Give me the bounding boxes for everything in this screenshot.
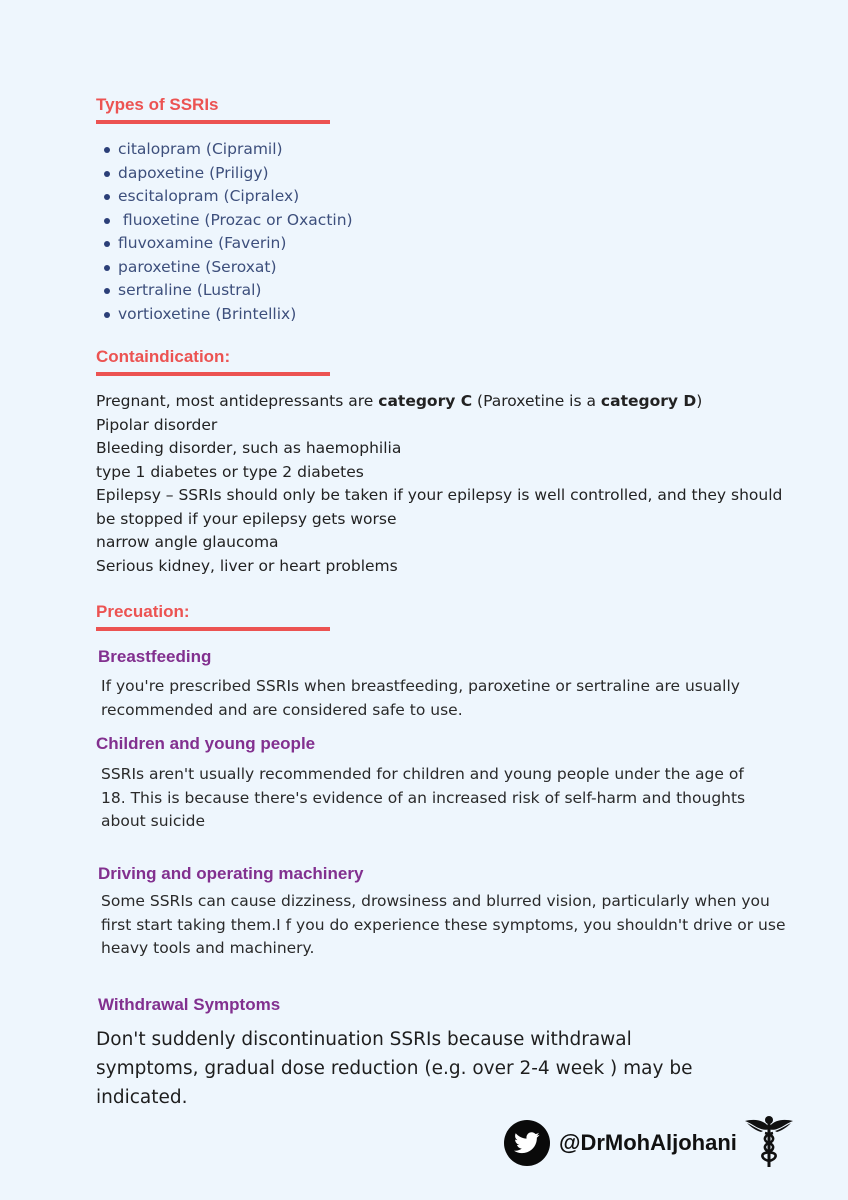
list-item: paroxetine (Seroxat) xyxy=(100,256,353,280)
contraindication-heading: Containdication: xyxy=(96,347,231,366)
precaution-heading-underline xyxy=(96,627,330,631)
caduceus-icon xyxy=(743,1113,795,1173)
children-text: SSRIs aren't usually recommended for children and young people under the age of 18. This is because there's evidence of an increased risk of self-harm and thoughts about suicide xyxy=(101,765,746,830)
driving-text: Some SSRIs can cause dizziness, drowsiness and blurred vision, particularly when you first start taking them.I f you do experience these symptoms, you shouldn't drive or use heavy tools and machinery. xyxy=(101,892,786,957)
breastfeeding-title: Breastfeeding xyxy=(98,647,212,666)
list-item: citalopram (Cipramil) xyxy=(100,138,353,162)
footer-signature xyxy=(504,1115,795,1171)
breastfeeding-text: If you're prescribed SSRIs when breastfeeding, paroxetine or sertraline are usually recommended and are considered safe to use. xyxy=(101,677,740,719)
contraindication-line: Epilepsy – SSRIs should only be taken if your epilepsy is well controlled, and they should be stopped if your epilepsy gets worse xyxy=(96,486,783,528)
contraindication-line: narrow angle glaucoma xyxy=(96,533,279,551)
contraindication-heading-underline xyxy=(96,372,330,376)
list-item: sertraline (Lustral) xyxy=(100,279,353,303)
contraindication-line: Serious kidney, liver or heart problems xyxy=(96,556,398,575)
contraindication-line: type 1 diabetes or type 2 diabetes xyxy=(96,462,364,481)
list-item: fluoxetine (Prozac or Oxactin) xyxy=(100,209,353,233)
twitter-handle: @DrMohAljohani xyxy=(559,1130,737,1155)
contraindication-line: Pipolar disorder xyxy=(96,415,218,434)
list-item: dapoxetine (Priligy) xyxy=(100,162,353,186)
ssri-types-list xyxy=(100,138,353,326)
children-title: Children and young people xyxy=(96,734,316,753)
types-heading: Types of SSRIs xyxy=(96,95,219,114)
contraindication-pregnant: Pregnant, most antidepressants are category C (Paroxetine is a category D) xyxy=(96,392,703,410)
precaution-heading: Precuation: xyxy=(96,602,190,621)
driving-title: Driving and operating machinery xyxy=(98,864,364,883)
contraindication-list xyxy=(96,390,796,578)
list-item: vortioxetine (Brintellix) xyxy=(100,303,353,327)
withdrawal-title: Withdrawal Symptoms xyxy=(98,995,281,1014)
list-item: escitalopram (Cipralex) xyxy=(100,185,353,209)
twitter-bird-icon xyxy=(504,1120,550,1166)
contraindication-line: Bleeding disorder, such as haemophilia xyxy=(96,439,402,457)
withdrawal-text: Don't suddenly discontinuation SSRIs because withdrawal symptoms, gradual dose reduction (e.g. over 2-4 week ) may be indicated. xyxy=(96,1029,693,1108)
list-item: fluvoxamine (Faverin) xyxy=(100,232,353,256)
types-heading-underline xyxy=(96,120,330,124)
